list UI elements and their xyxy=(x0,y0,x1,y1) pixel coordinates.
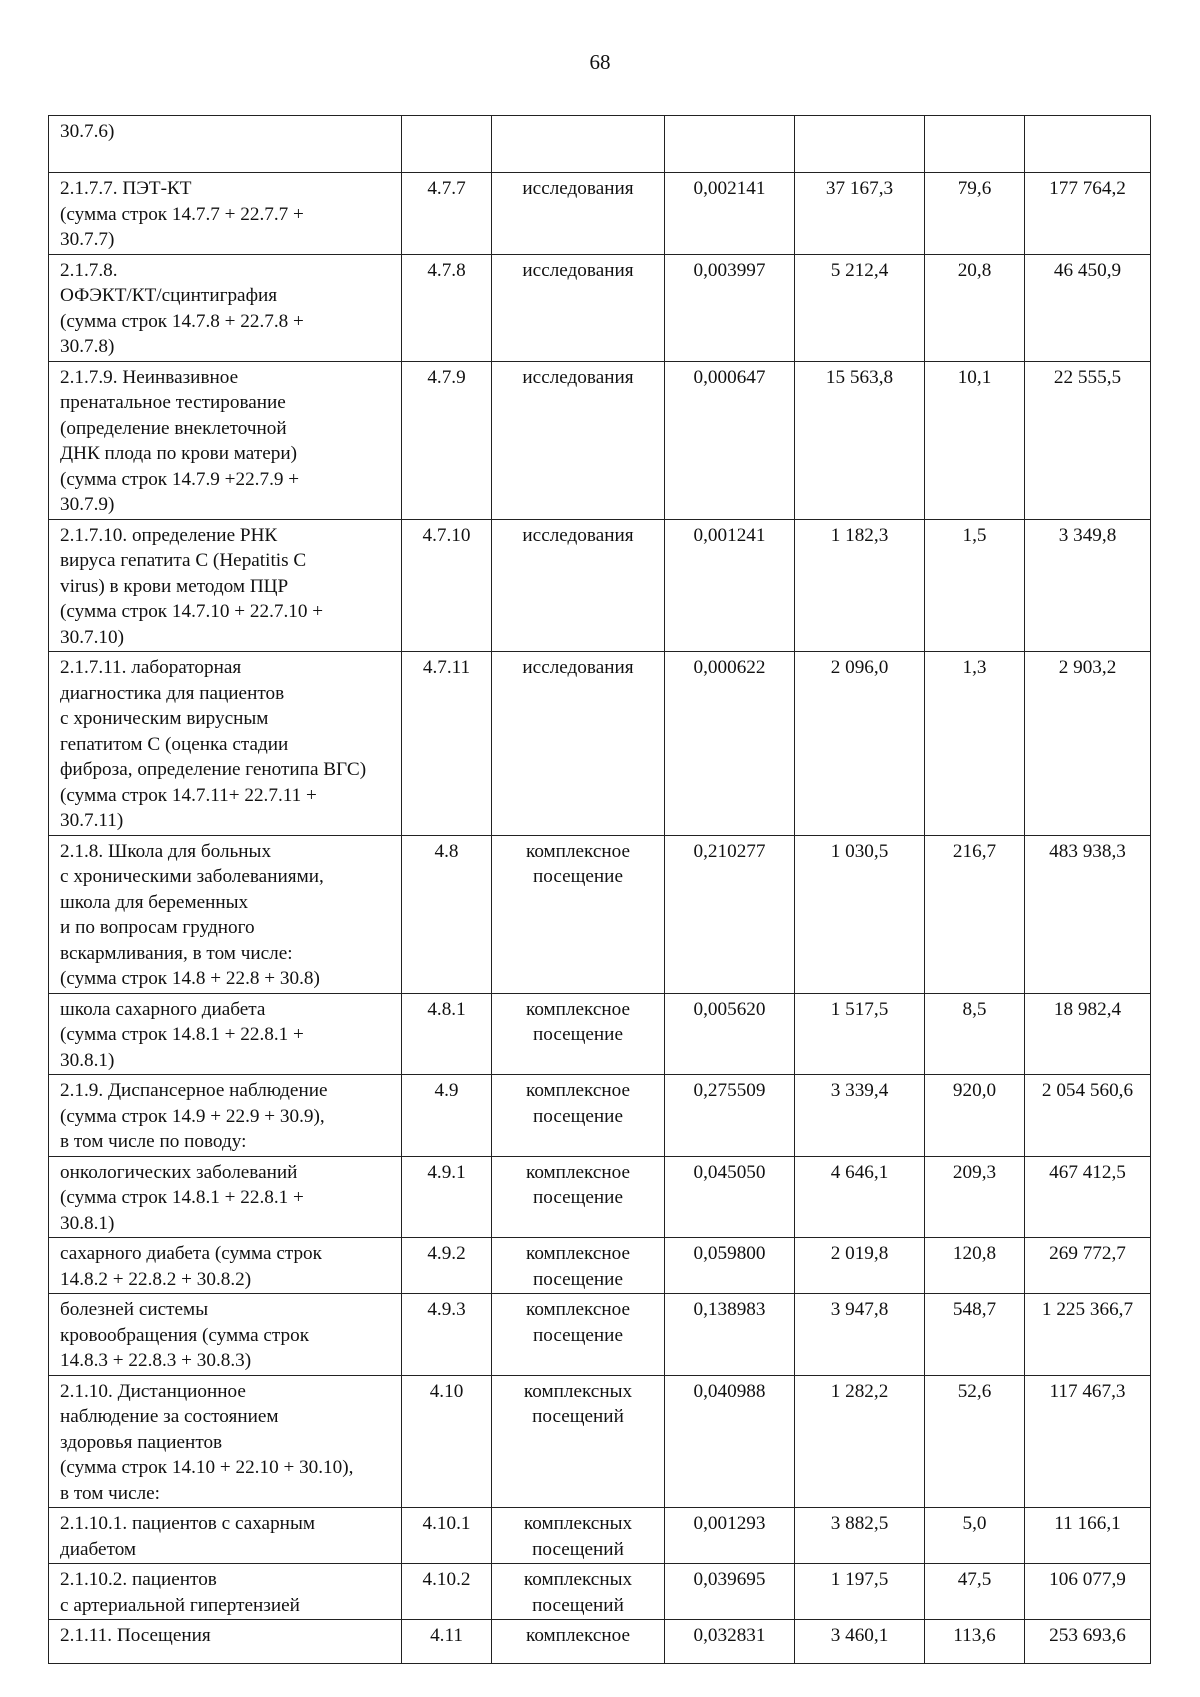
cell-name: 2.1.10. Дистанционное наблюдение за состоянием здоровья пациентов (сумма строк 14.10 + 22.10 + 30.10), в том числе: xyxy=(49,1375,402,1508)
cell-name: 2.1.10.2. пациентов с артериальной гипертензией xyxy=(49,1564,402,1620)
cell-cost: 1 517,5 xyxy=(795,993,925,1075)
table-row xyxy=(49,254,1151,361)
cell-volume: 79,6 xyxy=(925,173,1025,255)
cell-name: 30.7.6) xyxy=(49,116,402,173)
cell-total: 46 450,9 xyxy=(1025,254,1151,361)
cell-cost: 1 030,5 xyxy=(795,835,925,993)
cell-cost: 3 947,8 xyxy=(795,1294,925,1376)
cell-unit: комплексное посещение xyxy=(492,993,665,1075)
cell-norm: 0,005620 xyxy=(665,993,795,1075)
cell-total: 253 693,6 xyxy=(1025,1620,1151,1664)
cell-code xyxy=(402,116,492,173)
table-row xyxy=(49,519,1151,652)
cell-unit: исследования xyxy=(492,254,665,361)
table-row xyxy=(49,173,1151,255)
cell-volume: 1,5 xyxy=(925,519,1025,652)
table-row xyxy=(49,652,1151,836)
cell-total: 106 077,9 xyxy=(1025,1564,1151,1620)
cell-total: 117 467,3 xyxy=(1025,1375,1151,1508)
cell-total: 2 903,2 xyxy=(1025,652,1151,836)
cell-volume: 8,5 xyxy=(925,993,1025,1075)
cell-total: 467 412,5 xyxy=(1025,1156,1151,1238)
cell-volume: 5,0 xyxy=(925,1508,1025,1564)
cell-code: 4.7.7 xyxy=(402,173,492,255)
cell-name: школа сахарного диабета (сумма строк 14.8.1 + 22.8.1 + 30.8.1) xyxy=(49,993,402,1075)
cell-norm: 0,045050 xyxy=(665,1156,795,1238)
table-body xyxy=(49,116,1151,1664)
cell-name: 2.1.9. Диспансерное наблюдение (сумма строк 14.9 + 22.9 + 30.9), в том числе по поводу: xyxy=(49,1075,402,1157)
cell-volume: 216,7 xyxy=(925,835,1025,993)
cell-total: 11 166,1 xyxy=(1025,1508,1151,1564)
table-row xyxy=(49,993,1151,1075)
cell-cost: 2 096,0 xyxy=(795,652,925,836)
cell-code: 4.7.8 xyxy=(402,254,492,361)
page-number: 68 xyxy=(589,50,611,74)
cell-norm: 0,210277 xyxy=(665,835,795,993)
cell-unit: комплексное посещение xyxy=(492,1294,665,1376)
table-row xyxy=(49,1375,1151,1508)
cell-volume: 113,6 xyxy=(925,1620,1025,1664)
table-row xyxy=(49,1564,1151,1620)
cell-cost: 3 882,5 xyxy=(795,1508,925,1564)
cell-name: 2.1.7.8. ОФЭКТ/КТ/сцинтиграфия (сумма строк 14.7.8 + 22.7.8 + 30.7.8) xyxy=(49,254,402,361)
cell-unit: комплексное посещение xyxy=(492,835,665,993)
table-row xyxy=(49,1294,1151,1376)
cell-norm: 0,059800 xyxy=(665,1238,795,1294)
cell-norm: 0,002141 xyxy=(665,173,795,255)
cell-volume: 47,5 xyxy=(925,1564,1025,1620)
cell-name: болезней системы кровообращения (сумма строк 14.8.3 + 22.8.3 + 30.8.3) xyxy=(49,1294,402,1376)
cell-total: 269 772,7 xyxy=(1025,1238,1151,1294)
cell-code: 4.7.10 xyxy=(402,519,492,652)
cell-volume: 10,1 xyxy=(925,361,1025,519)
cell-cost: 15 563,8 xyxy=(795,361,925,519)
cell-name: 2.1.7.11. лабораторная диагностика для пациентов с хроническим вирусным гепатитом С (оценка стадии фиброза, определение генотипа ВГС) (сумма строк 14.7.11+ 22.7.11 + 30.7.11) xyxy=(49,652,402,836)
cell-code: 4.10.1 xyxy=(402,1508,492,1564)
cell-cost: 1 197,5 xyxy=(795,1564,925,1620)
cell-name: 2.1.8. Школа для больных с хроническими заболеваниями, школа для беременных и по вопросам грудного вскармливания, в том числе: (сумма строк 14.8 + 22.8 + 30.8) xyxy=(49,835,402,993)
table-row xyxy=(49,1508,1151,1564)
cell-code: 4.7.11 xyxy=(402,652,492,836)
cell-norm: 0,275509 xyxy=(665,1075,795,1157)
cell-cost: 4 646,1 xyxy=(795,1156,925,1238)
cell-cost: 3 339,4 xyxy=(795,1075,925,1157)
cell-norm xyxy=(665,116,795,173)
cell-volume: 548,7 xyxy=(925,1294,1025,1376)
cell-code: 4.8.1 xyxy=(402,993,492,1075)
cell-name: 2.1.11. Посещения xyxy=(49,1620,402,1664)
cell-unit: исследования xyxy=(492,519,665,652)
cell-unit: исследования xyxy=(492,652,665,836)
cell-code: 4.9.3 xyxy=(402,1294,492,1376)
cell-total: 1 225 366,7 xyxy=(1025,1294,1151,1376)
cell-norm: 0,001293 xyxy=(665,1508,795,1564)
cell-total: 3 349,8 xyxy=(1025,519,1151,652)
cell-volume xyxy=(925,116,1025,173)
table-row xyxy=(49,835,1151,993)
cell-total: 22 555,5 xyxy=(1025,361,1151,519)
cell-cost: 1 282,2 xyxy=(795,1375,925,1508)
cell-name: 2.1.7.10. определение РНК вируса гепатита С (Hepatitis C virus) в крови методом ПЦР (сумма строк 14.7.10 + 22.7.10 + 30.7.10) xyxy=(49,519,402,652)
table-row xyxy=(49,116,1151,173)
cell-unit: комплексных посещений xyxy=(492,1564,665,1620)
cell-unit: комплексных посещений xyxy=(492,1375,665,1508)
cell-total: 177 764,2 xyxy=(1025,173,1151,255)
cell-cost: 37 167,3 xyxy=(795,173,925,255)
cell-volume: 1,3 xyxy=(925,652,1025,836)
cell-volume: 52,6 xyxy=(925,1375,1025,1508)
cell-norm: 0,032831 xyxy=(665,1620,795,1664)
cell-code: 4.9 xyxy=(402,1075,492,1157)
table-row xyxy=(49,1156,1151,1238)
cell-unit xyxy=(492,116,665,173)
cell-code: 4.9.1 xyxy=(402,1156,492,1238)
cell-volume: 209,3 xyxy=(925,1156,1025,1238)
cell-unit: комплексное посещение xyxy=(492,1075,665,1157)
cell-total: 483 938,3 xyxy=(1025,835,1151,993)
cell-unit: исследования xyxy=(492,173,665,255)
cell-volume: 920,0 xyxy=(925,1075,1025,1157)
cell-unit: комплексное посещение xyxy=(492,1156,665,1238)
cell-cost: 5 212,4 xyxy=(795,254,925,361)
cell-code: 4.10 xyxy=(402,1375,492,1508)
cell-total: 2 054 560,6 xyxy=(1025,1075,1151,1157)
cell-unit: комплексное посещение xyxy=(492,1238,665,1294)
table-row xyxy=(49,361,1151,519)
cell-name: 2.1.10.1. пациентов с сахарным диабетом xyxy=(49,1508,402,1564)
cell-total: 18 982,4 xyxy=(1025,993,1151,1075)
cell-norm: 0,003997 xyxy=(665,254,795,361)
cell-cost: 1 182,3 xyxy=(795,519,925,652)
cell-code: 4.10.2 xyxy=(402,1564,492,1620)
cell-norm: 0,039695 xyxy=(665,1564,795,1620)
cell-volume: 20,8 xyxy=(925,254,1025,361)
cell-norm: 0,138983 xyxy=(665,1294,795,1376)
cell-cost: 2 019,8 xyxy=(795,1238,925,1294)
table-row xyxy=(49,1620,1151,1664)
cell-name: 2.1.7.9. Неинвазивное пренатальное тестирование (определение внеклеточной ДНК плода по крови матери) (сумма строк 14.7.9 +22.7.9 + 30.7.9) xyxy=(49,361,402,519)
cell-norm: 0,000622 xyxy=(665,652,795,836)
cell-norm: 0,000647 xyxy=(665,361,795,519)
cell-code: 4.8 xyxy=(402,835,492,993)
cell-cost: 3 460,1 xyxy=(795,1620,925,1664)
cell-total xyxy=(1025,116,1151,173)
cell-norm: 0,040988 xyxy=(665,1375,795,1508)
cell-name: 2.1.7.7. ПЭТ-КТ (сумма строк 14.7.7 + 22.7.7 + 30.7.7) xyxy=(49,173,402,255)
table-row xyxy=(49,1075,1151,1157)
cell-unit: комплексное xyxy=(492,1620,665,1664)
cell-name: сахарного диабета (сумма строк 14.8.2 + 22.8.2 + 30.8.2) xyxy=(49,1238,402,1294)
cell-name: онкологических заболеваний (сумма строк 14.8.1 + 22.8.1 + 30.8.1) xyxy=(49,1156,402,1238)
cell-unit: исследования xyxy=(492,361,665,519)
cell-code: 4.7.9 xyxy=(402,361,492,519)
cell-code: 4.9.2 xyxy=(402,1238,492,1294)
cell-unit: комплексных посещений xyxy=(492,1508,665,1564)
cell-volume: 120,8 xyxy=(925,1238,1025,1294)
cell-cost xyxy=(795,116,925,173)
cell-code: 4.11 xyxy=(402,1620,492,1664)
table-row xyxy=(49,1238,1151,1294)
data-table xyxy=(48,115,1151,1664)
cell-norm: 0,001241 xyxy=(665,519,795,652)
